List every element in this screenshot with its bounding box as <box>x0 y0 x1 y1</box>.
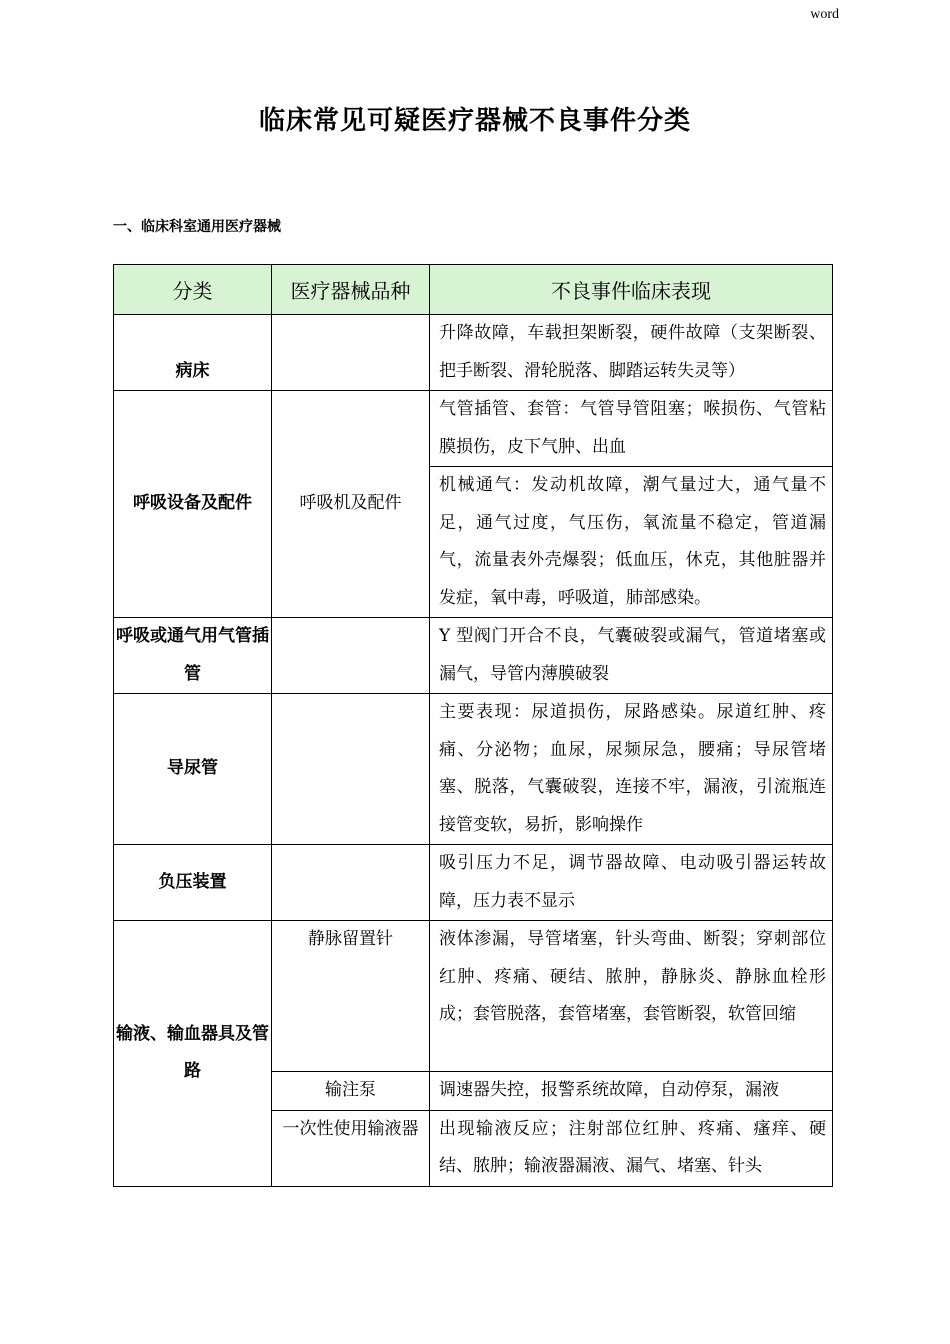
header-category: 分类 <box>114 265 272 315</box>
section-heading: 一、临床科室通用医疗器械 <box>113 219 281 235</box>
category-cell: 导尿管 <box>114 694 272 845</box>
page-title: 临床常见可疑医疗器械不良事件分类 <box>258 106 691 136</box>
device-cell <box>272 845 430 921</box>
device-cell: 呼吸机及配件 <box>272 391 430 618</box>
device-cell: 输注泵 <box>272 1072 430 1111</box>
description-cell: 机械通气：发动机故障，潮气量过大，通气量不足，通气过度，气压伤，氧流量不稳定，管道漏气，流量表外壳爆裂；低血压，休克，其他脏器并发症，氧中毒，呼吸道，肺部感染。 <box>430 467 833 618</box>
table-row <box>114 921 833 1072</box>
header-corner-label: word <box>810 7 839 22</box>
category-cell: 呼吸或通气用气管插管 <box>114 618 272 694</box>
table-row <box>114 845 833 921</box>
device-cell: 一次性使用输液器 <box>272 1110 430 1186</box>
table-row <box>114 391 833 467</box>
table-row <box>114 694 833 845</box>
description-cell: 调速器失控，报警系统故障，自动停泵，漏液 <box>430 1072 833 1111</box>
description-cell: 液体渗漏，导管堵塞，针头弯曲、断裂；穿刺部位红肿、疼痛、硬结、脓肿，静脉炎、静脉血栓形成；套管脱落，套管堵塞，套管断裂，软管回缩 <box>430 921 833 1072</box>
header-clinical-manifestation: 不良事件临床表现 <box>430 265 833 315</box>
adverse-events-table <box>113 264 833 1187</box>
description-cell: Y 型阀门开合不良，气囊破裂或漏气，管道堵塞或漏气，导管内薄膜破裂 <box>430 618 833 694</box>
description-cell: 主要表现：尿道损伤，尿路感染。尿道红肿、疼痛、分泌物；血尿，尿频尿急，腰痛；导尿管堵塞、脱落，气囊破裂，连接不牢，漏液，引流瓶连接管变软，易折，影响操作 <box>430 694 833 845</box>
description-cell: 出现输液反应；注射部位红肿、疼痛、瘙痒、硬结、脓肿；输液器漏液、漏气、堵塞、针头 <box>430 1110 833 1186</box>
category-cell: 病床 <box>114 315 272 391</box>
description-cell: 升降故障，车载担架断裂，硬件故障（支架断裂、把手断裂、滑轮脱落、脚踏运转失灵等） <box>430 315 833 391</box>
device-cell: 静脉留置针 <box>272 921 430 1072</box>
device-cell <box>272 618 430 694</box>
device-cell <box>272 694 430 845</box>
table-row <box>114 315 833 391</box>
category-cell: 输液、输血器具及管路 <box>114 921 272 1187</box>
description-cell: 吸引压力不足，调节器故障、电动吸引器运转故障，压力表不显示 <box>430 845 833 921</box>
header-device-type: 医疗器械品种 <box>272 265 430 315</box>
device-cell <box>272 315 430 391</box>
table-header-row <box>114 265 833 315</box>
category-cell: 呼吸设备及配件 <box>114 391 272 618</box>
table-row <box>114 618 833 694</box>
description-cell: 气管插管、套管：气管导管阻塞；喉损伤、气管粘膜损伤，皮下气肿、出血 <box>430 391 833 467</box>
category-cell: 负压装置 <box>114 845 272 921</box>
